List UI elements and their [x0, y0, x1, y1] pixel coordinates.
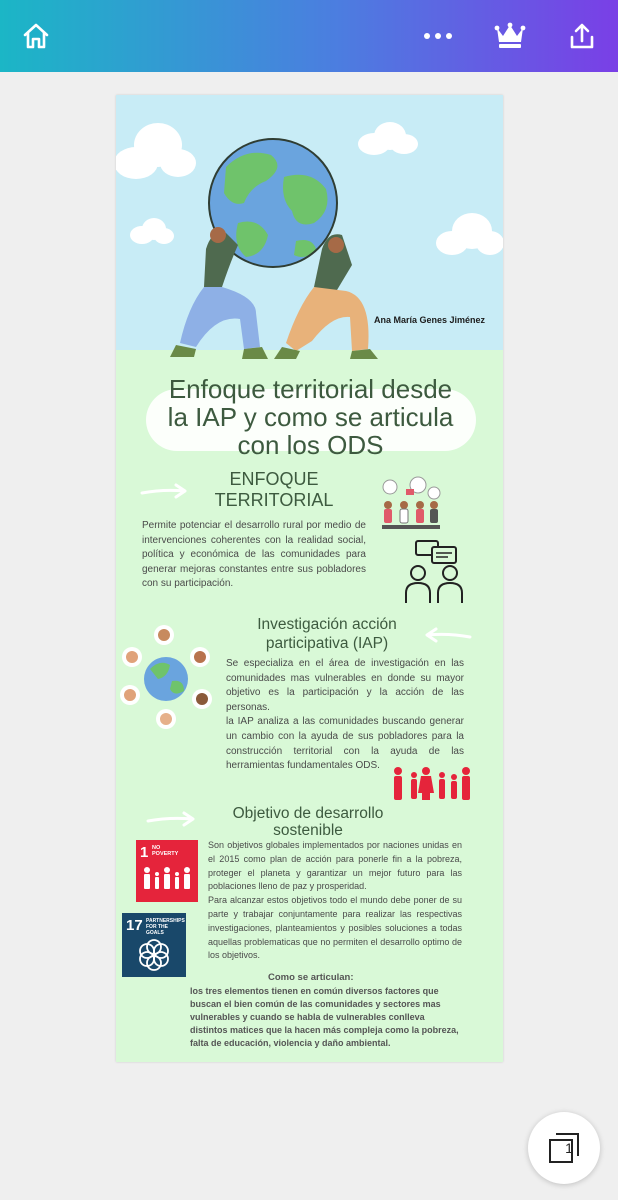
home-icon — [21, 21, 51, 51]
cloud-icon — [434, 207, 503, 263]
section1-text: Permite potenciar el desarrollo rural por medio de intervenciones coherentes con la realidad social, política y económica de las comunidades para generar mejoras constantes entre sus pobladores con su participación. — [142, 520, 366, 590]
author-name: Ana María Genes Jiménez — [374, 315, 486, 325]
conversation-icon — [402, 539, 468, 605]
articulation-heading: Como se articulan: — [268, 972, 354, 983]
articulation-text: los tres elementos tienen en común diversos factores que buscan el bien común de las comunidades y sectores mas vulnerables y cuando se habla de vulnerables conlleva distintos matices que la hacen más compleja como la pobreza, falta de educación, violencia y daño ambiental. — [190, 986, 459, 1048]
title-line: con los ODS — [237, 430, 384, 460]
family-icon — [392, 765, 472, 801]
section3-heading — [206, 805, 410, 839]
arrow-left-icon — [424, 627, 472, 645]
family-icon — [142, 866, 192, 890]
share-button[interactable] — [560, 14, 604, 58]
section2-text — [226, 657, 464, 774]
flower-ring-icon — [136, 937, 172, 973]
paragraph: la IAP analiza a las comunidades buscando generar un cambio con la ayuda de sus pobladores para la construcción territorial con la ayuda de las herramientas fundamentales ODS. — [226, 716, 464, 772]
paragraph: Son objetivos globales implementados por naciones unidas en el 2015 como plan de acción para ponerle fin a la pobreza, proteger el planeta y garantizar un mejor futuro para las poblaciones lleno de paz y prosperidad. — [208, 840, 462, 892]
more-icon — [423, 31, 453, 41]
sdg17-partnerships-badge — [122, 913, 186, 977]
heading-line: Objetivo de desarrollo — [232, 805, 384, 822]
heading-line: TERRITORIAL — [214, 490, 334, 510]
heading-line: participativa (IAP) — [265, 635, 389, 652]
share-icon — [567, 21, 597, 51]
title-line: Enfoque territorial desde — [168, 374, 453, 404]
poster-title — [138, 373, 483, 463]
people-around-globe-illustration — [118, 623, 218, 733]
home-button[interactable] — [14, 14, 58, 58]
sdg-label-line: FOR THE GOALS — [146, 924, 168, 936]
crown-icon — [494, 22, 526, 50]
poster-canvas[interactable] — [116, 95, 503, 1062]
heading-line: Investigación acción — [257, 616, 397, 633]
arrow-right-icon — [146, 811, 196, 829]
sdg-label-line: PARTNERSHIPS — [146, 918, 185, 924]
pages-button[interactable] — [528, 1112, 600, 1184]
title-line: la IAP y como se articula — [167, 402, 454, 432]
page-count: 1 — [565, 1140, 573, 1156]
sdg1-no-poverty-badge — [136, 840, 198, 902]
sdg-label — [152, 845, 178, 857]
sdg-label-line: POVERTY — [152, 851, 179, 857]
globe-people-illustration — [146, 137, 396, 369]
paragraph: Para alcanzar estos objetivos todo el mundo debe poner de su parte y trabajar conjuntamente para realizar las respectivas investigaciones, planteamientos y posibles soluciones a todas aquellas problematicas que no permiten el desarrollo optimo de los objetivos. — [208, 895, 462, 961]
section3-text — [208, 839, 462, 963]
paragraph: Se especializa en el área de investigación en las comunidades mas vulnerables en donde su mayor objetivo es la participación y la acción de las personas. — [226, 658, 464, 713]
premium-button[interactable] — [488, 14, 532, 58]
sdg-number: 17 — [126, 917, 143, 934]
heading-line: sostenible — [273, 822, 343, 839]
sdg-label-line: NO — [152, 845, 161, 851]
arrow-right-icon — [140, 483, 188, 501]
heading-line: ENFOQUE — [229, 469, 319, 489]
top-toolbar — [0, 0, 618, 72]
sdg-number: 1 — [140, 844, 149, 861]
more-options-button[interactable] — [416, 14, 460, 58]
sdg-label — [146, 918, 186, 936]
community-meeting-illustration — [378, 475, 444, 533]
section1-heading — [186, 469, 362, 511]
section2-heading — [234, 615, 420, 653]
